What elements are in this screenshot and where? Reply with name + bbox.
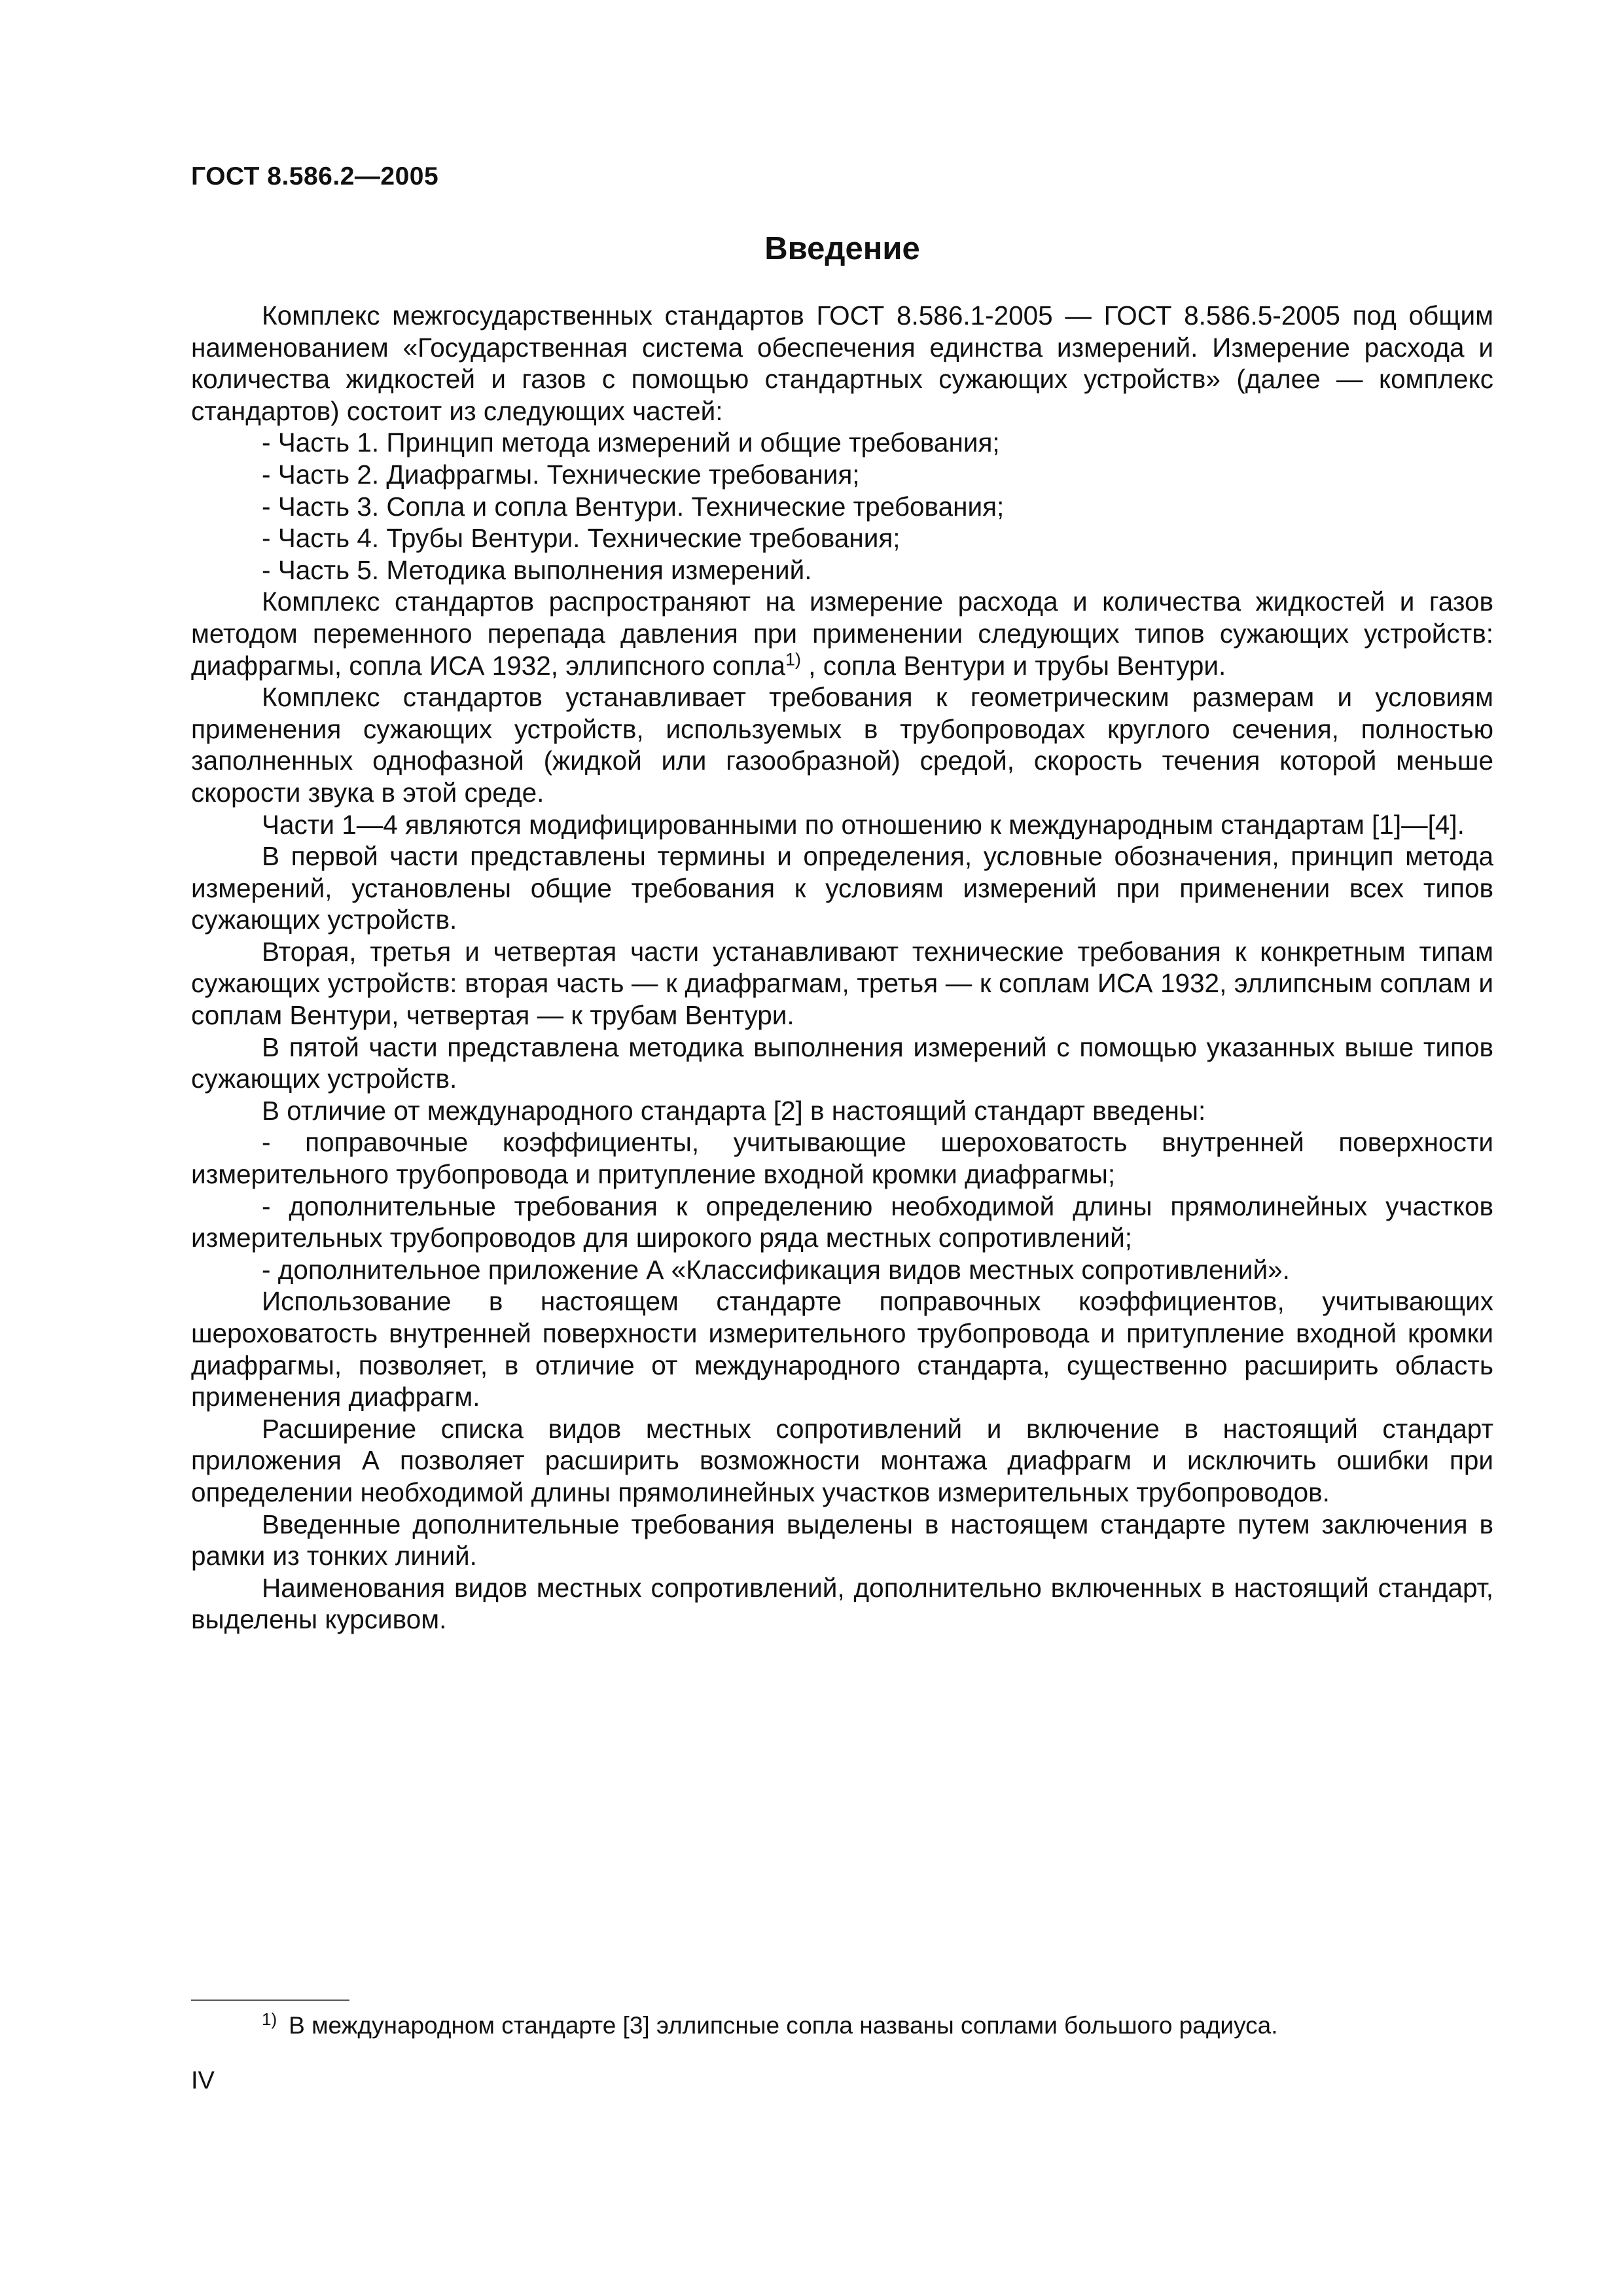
list-item-part-5: - Часть 5. Методика выполнения измерений. [262, 554, 812, 585]
paragraph-parts-two-four: Вторая, третья и четвертая части устанавливают технические требования к конкретным типам сужающих устройств: вторая часть — к диафрагмам, третья — к соплам ИСА 1932, эллипсным соплам и соплам Вентури, четвертая — к трубам Вентури. [191, 936, 1493, 1031]
footnote-mark: 1) [262, 2009, 277, 2029]
paragraph-application [191, 586, 1493, 681]
section-title: Введение [764, 231, 920, 266]
footnote-separator [191, 2000, 349, 2001]
paragraph-application-text: Комплекс стандартов распространяют на измерение расхода и количества жидкостей и газов методом переменного перепада давления при применении следующих типов сужающих устройств: диафрагмы, сопла ИСА 1932, эллипсного сопла [191, 586, 1493, 681]
list-item-coefficients: - поправочные коэффициенты, учитывающие шероховатость внутренней поверхности измерительного трубопровода и притупление входной кромки диафрагмы; [191, 1127, 1493, 1190]
footnote [262, 2011, 1492, 2040]
list-item-part-4: - Часть 4. Трубы Вентури. Технические требования; [262, 523, 901, 554]
paragraph-scope: Комплекс межгосударственных стандартов ГОСТ 8.586.1-2005 — ГОСТ 8.586.5-2005 под общим наименованием «Государственная система обеспечения единства измерений. Измерение расхода и количества жидкостей и газов с помощью стандартных сужающих устройств» (далее — комплекс стандартов) состоит из следующих частей: [191, 300, 1493, 426]
document-code: ГОСТ 8.586.2—2005 [191, 162, 439, 190]
page-number: IV [191, 2067, 215, 2094]
paragraph-requirements: Комплекс стандартов устанавливает требования к геометрическим размерам и условиям применения сужающих устройств, используемых в трубопроводах круглого сечения, полностью заполненных однофазной (жидкой или газообразной) средой, скорость течения которой меньше скорости звука в этой среде. [191, 682, 1493, 808]
paragraph-italics: Наименования видов местных сопротивлений, дополнительно включенных в настоящий стандарт, выделены курсивом. [191, 1572, 1493, 1635]
list-item-straight-lengths: - дополнительные требования к определению необходимой длины прямолинейных участков измерительных трубопроводов для широкого ряда местных сопротивлений; [191, 1191, 1493, 1253]
paragraph-modification: Части 1—4 являются модифицированными по отношению к международным стандартам [1]—[4]. [262, 809, 1465, 840]
paragraph-differences: В отличие от международного стандарта [2] в настоящий стандарт введены: [262, 1095, 1206, 1126]
footnote-text: В международном стандарте [3] эллипсные сопла названы соплами большого радиуса. [289, 2012, 1278, 2039]
paragraph-application-tail: , сопла Вентури и трубы Вентури. [801, 650, 1226, 681]
paragraph-frames: Введенные дополнительные требования выделены в настоящем стандарте путем заключения в рамки из тонких линий. [191, 1509, 1493, 1571]
introduction-body [191, 300, 1493, 1636]
footnote-reference: 1) [785, 649, 802, 670]
paragraph-part-one: В первой части представлены термины и определения, условные обозначения, принцип метода измерений, установлены общие требования к условиям измерений при применении всех типов сужающих устройств. [191, 841, 1493, 935]
paragraph-coefficients-usage: Использование в настоящем стандарте поправочных коэффициентов, учитывающих шероховатость внутренней поверхности измерительного трубопровода и притупление входной кромки диафрагмы, позволяет, в отличие от международного стандарта, существенно расширить область применения диафрагм. [191, 1286, 1493, 1412]
paragraph-part-five: В пятой части представлена методика выполнения измерений с помощью указанных выше типов сужающих устройств. [191, 1031, 1493, 1094]
list-item-part-3: - Часть 3. Сопла и сопла Вентури. Технические требования; [262, 491, 1005, 522]
list-item-part-1: - Часть 1. Принцип метода измерений и общие требования; [262, 427, 1000, 458]
list-item-part-2: - Часть 2. Диафрагмы. Технические требования; [262, 459, 860, 490]
list-item-annex-a: - дополнительное приложение А «Классификация видов местных сопротивлений». [262, 1254, 1290, 1285]
paragraph-resistance-list: Расширение списка видов местных сопротивлений и включение в настоящий стандарт приложения А позволяет расширить возможности монтажа диафрагм и исключить ошибки при определении необходимой длины прямолинейных участков измерительных трубопроводов. [191, 1413, 1493, 1507]
